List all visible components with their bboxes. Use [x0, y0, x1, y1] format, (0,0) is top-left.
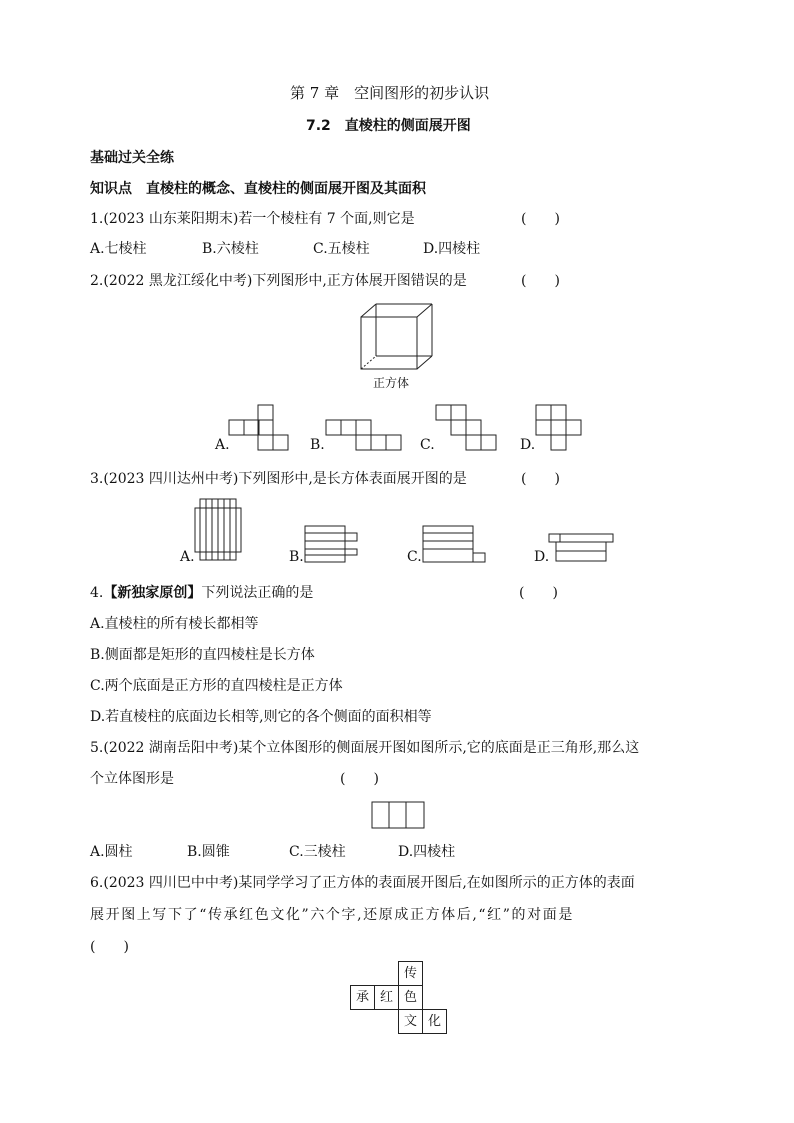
question-6-stem-line1: 6.(2023 四川巴中中考)某同学学习了正方体的表面展开图后,在如图所示的正方体的表面 [90, 875, 635, 891]
q6-net [350, 961, 446, 1033]
question-4-paren: ( ) [519, 585, 558, 601]
question-4-stem [90, 582, 313, 602]
chapter-title: 第 7 章 空间图形的初步认识 [290, 84, 490, 102]
question-1-paren: ( ) [521, 211, 560, 227]
practice-title: 基础过关全练 [90, 150, 174, 166]
q6-cell-hong: 红 [374, 985, 399, 1010]
question-5-option-c: C.三棱柱 [289, 844, 346, 860]
q3-option-b-label: B. [289, 549, 304, 565]
q3-option-a-label: A. [180, 549, 195, 565]
q3-net-c [422, 525, 486, 563]
q3-net-d [548, 533, 614, 563]
q2-net-b [325, 419, 403, 451]
question-5-option-a: A.圆柱 [90, 844, 133, 860]
q6-cell-cheng: 承 [350, 985, 375, 1010]
q3-option-d-label: D. [534, 549, 550, 565]
question-5-stem-line2: 个立体图形是 [90, 771, 174, 787]
question-1-option-a: A.七棱柱 [90, 241, 147, 257]
knowledge-point: 知识点 直棱柱的概念、直棱柱的侧面展开图及其面积 [90, 181, 426, 197]
q3-net-a [194, 498, 242, 561]
question-2-stem: 2.(2022 黑龙江绥化中考)下列图形中,正方体展开图错误的是 [90, 273, 467, 289]
question-4-option-a: A.直棱柱的所有棱长都相等 [90, 616, 259, 632]
q2-net-a [228, 404, 290, 450]
cube-figure [360, 303, 434, 371]
q2-net-c [435, 404, 497, 450]
question-5-paren: ( ) [340, 771, 379, 787]
q6-cell-wen: 文 [398, 1009, 423, 1034]
q2-option-c-label: C. [420, 437, 435, 453]
question-6-stem-line2: 展开图上写下了“传承红色文化”六个字,还原成正方体后,“红”的对面是 [90, 907, 574, 923]
q2-option-d-label: D. [520, 437, 536, 453]
question-5-option-b: B.圆锥 [187, 844, 230, 860]
q2-option-a-label: A. [215, 437, 230, 453]
question-5-option-d: D.四棱柱 [398, 844, 456, 860]
section-title: 7.2 直棱柱的侧面展开图 [306, 118, 471, 134]
question-4-text: 下列说法正确的是 [201, 585, 314, 601]
question-4-option-c: C.两个底面是正方形的直四棱柱是正方体 [90, 678, 343, 694]
question-4-tag: 【新独家原创】 [103, 585, 202, 601]
question-6-paren: ( ) [90, 939, 129, 955]
q2-option-b-label: B. [310, 437, 325, 453]
question-1-option-b: B.六棱柱 [202, 241, 259, 257]
question-1-option-d: D.四棱柱 [423, 241, 481, 257]
question-3-stem: 3.(2023 四川达州中考)下列图形中,是长方体表面展开图的是 [90, 471, 467, 487]
q3-option-c-label: C. [407, 549, 422, 565]
question-4-option-d: D.若直棱柱的底面边长相等,则它的各个侧面的面积相等 [90, 709, 432, 725]
q6-cell-se: 色 [398, 985, 423, 1010]
q5-lateral-net [371, 801, 425, 829]
question-5-stem-line1: 5.(2022 湖南岳阳中考)某个立体图形的侧面展开图如图所示,它的底面是正三角形,那么这 [90, 740, 640, 756]
question-2-paren: ( ) [521, 273, 560, 289]
q6-cell-chuan: 传 [398, 961, 423, 986]
q3-net-b [304, 525, 358, 563]
question-4-number: 4. [90, 585, 104, 601]
q2-net-d [535, 404, 583, 450]
question-3-paren: ( ) [521, 471, 560, 487]
question-4-option-b: B.侧面都是矩形的直四棱柱是长方体 [90, 647, 315, 663]
q6-cell-hua: 化 [422, 1009, 447, 1034]
question-1-stem: 1.(2023 山东莱阳期末)若一个棱柱有 7 个面,则它是 [90, 211, 415, 227]
cube-caption: 正方体 [373, 376, 410, 390]
question-1-option-c: C.五棱柱 [313, 241, 370, 257]
